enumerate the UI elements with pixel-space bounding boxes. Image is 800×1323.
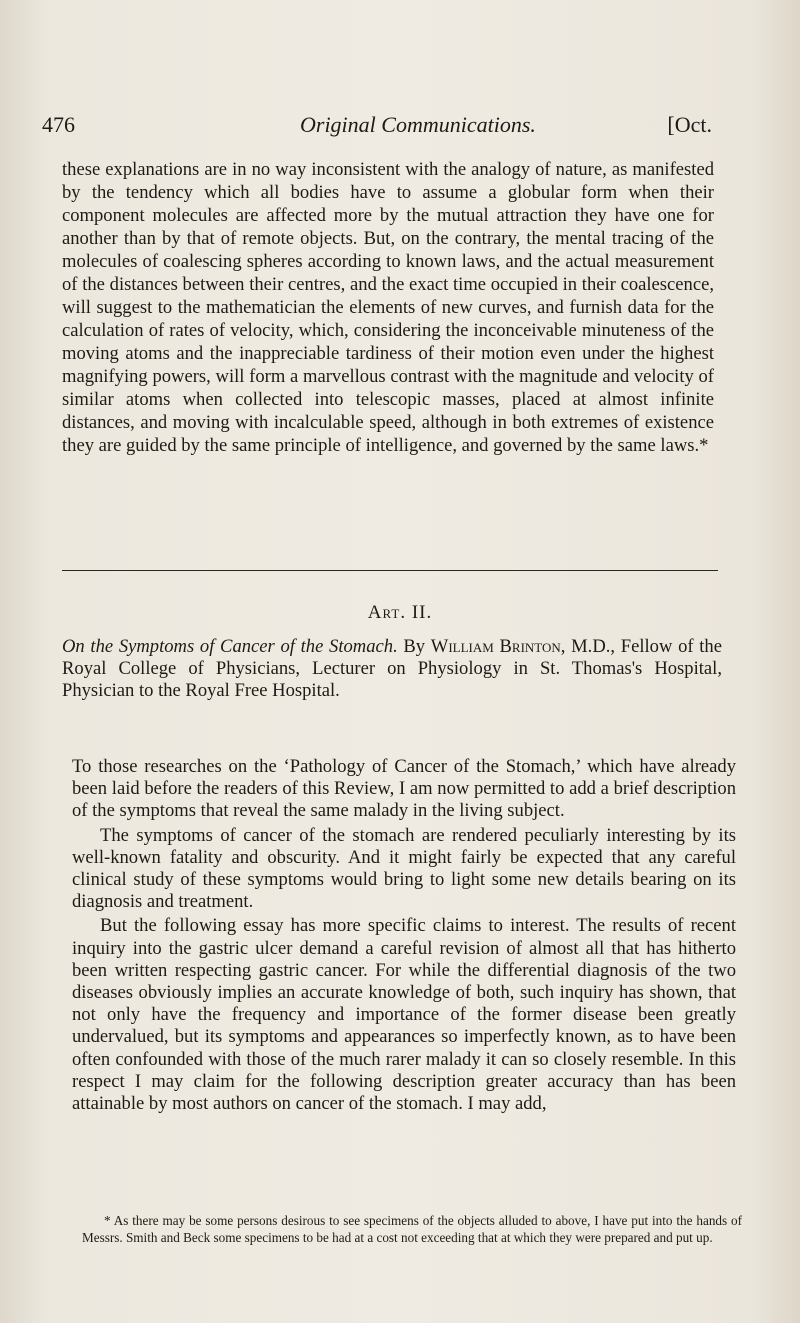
paragraph-3: But the following essay has more specific claims to interest. The results of recent inquiry into the gastric ulcer demand a careful revision of almost all that has hitherto been written respecting gastric cancer. For while the differential diagnosis of the two diseases obviously implies an accurate knowledge of both, such inquiry has shown, that not only have the frequency and importance of the former disease been greatly undervalued, but its symptoms and appearances so imperfectly known, as to have been often confounded with those of the much rarer malady it can so closely resemble. In this respect I may claim for the following description greater accuracy than has been attainable by most authors on cancer of the stomach. I may add,: [72, 915, 736, 1115]
paragraph-2: The symptoms of cancer of the stomach are rendered peculiarly interesting by its well-known fatality and obscurity. And it might fairly be expected that any careful clinical study of these symptoms would bring to light some new details bearing on its diagnosis and treatment.: [72, 824, 736, 913]
section-divider: [62, 570, 718, 571]
article-author: William Brinton,: [430, 636, 566, 657]
article-title-block: [62, 636, 722, 702]
continued-paragraph: [62, 158, 714, 457]
paragraph-1: To those researches on the ‘Pathology of Cancer of the Stomach,’ which have already been laid before the readers of this Review, I am now permitted to add a brief description of the symptoms that reveal the same malady in the living subject.: [72, 756, 736, 822]
footnote: * As there may be some persons desirous to see specimens of the objects alluded to above, I have put into the hands of Messrs. Smith and Beck some specimens to be had at a cost not exceeding that at which they were prepared and put up.: [82, 1213, 742, 1245]
article-number: Art. II.: [367, 602, 433, 623]
issue-month: [Oct.: [667, 112, 712, 137]
author-credentials: M.D., Fellow of the Royal College of Physicians, Lecturer on Physiology in St. Thomas's Hospital, Physician to the Royal Free Hospital.: [62, 636, 722, 701]
page-number: 476: [42, 112, 75, 137]
page-header: [42, 112, 712, 146]
article-by: By: [403, 636, 426, 657]
article-body: [72, 756, 736, 1115]
article-title: On the Symptoms of Cancer of the Stomach.: [62, 636, 398, 657]
top-paragraph: these explanations are in no way inconsistent with the analogy of nature, as manifested by the tendency which all bodies have to assume a globular form when their component molecules are affected more by the mutual attraction they have one for another than by that of remote objects. But, on the contrary, the mental tracing of the molecules of coalescing spheres according to known laws, and the actual measurement of the distances between their centres, and the exact time occupied in their coalescence, will suggest to the mathematician the elements of new curves, and furnish data for the calculation of rates of velocity, which, considering the inconceivable minuteness of the moving atoms and the inappreciable tardiness of their motion even under the highest magnifying powers, will form a marvellous contrast with the magnitude and velocity of similar atoms when collected into telescopic masses, placed at almost infinite distances, and moving with incalculable speed, although in both extremes of existence they are guided by the same principle of intelligence, and governed by the same laws.*: [62, 159, 714, 456]
running-title: Original Communications.: [300, 112, 536, 137]
